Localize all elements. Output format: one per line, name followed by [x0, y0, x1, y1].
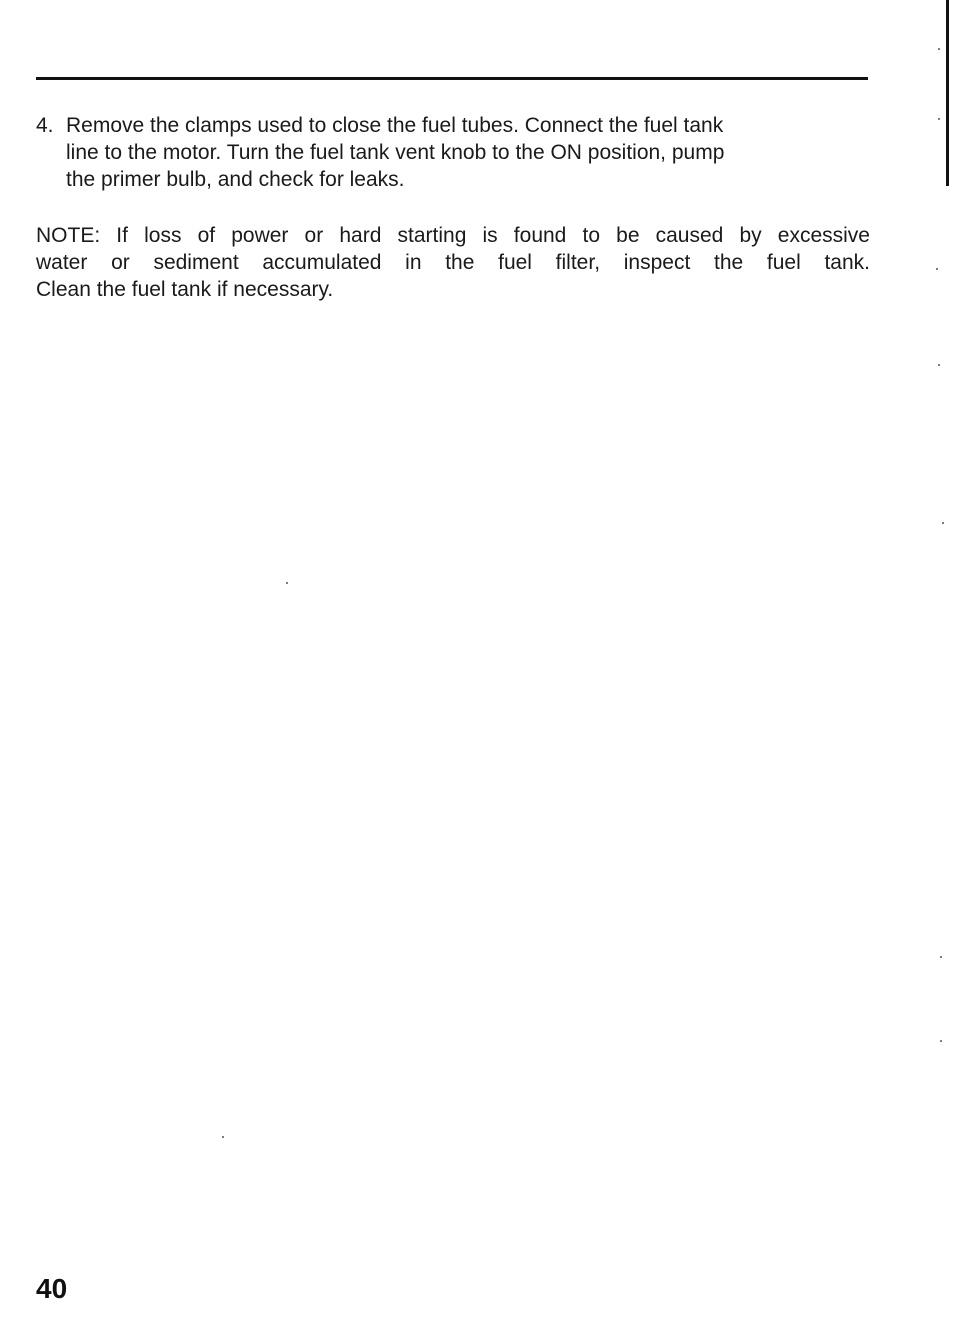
note-line-3: Clean the fuel tank if necessary.: [36, 278, 334, 301]
step-line-2: line to the motor. Turn the fuel tank vent knob to the ON position, pump: [66, 141, 725, 164]
scan-speck: [942, 522, 944, 524]
step-line-3: the primer bulb, and check for leaks.: [66, 168, 405, 191]
note-line-2: water or sediment accumulated in the fuel filter, inspect the fuel tank.: [36, 251, 870, 274]
scan-edge-bar: [946, 0, 949, 186]
page-number: 40: [36, 1273, 68, 1304]
scan-speck: [940, 956, 942, 958]
note-line-1: NOTE: If loss of power or hard starting is found to be caused by excessive: [36, 224, 870, 247]
scan-speck: [938, 364, 940, 366]
step-line-1: [36, 112, 870, 139]
scan-speck: [222, 1136, 224, 1138]
instruction-step-4: [36, 112, 870, 193]
note-paragraph: [36, 222, 870, 303]
scan-speck: [938, 118, 940, 120]
scan-speck: [286, 582, 288, 584]
step-line-1-text: Remove the clamps used to close the fuel tubes. Connect the fuel tank: [66, 114, 724, 137]
scan-speck: [936, 268, 938, 270]
header-rule: [36, 77, 868, 80]
scan-speck: [940, 1040, 942, 1042]
scan-speck: [938, 48, 940, 50]
step-number: 4.: [36, 114, 54, 137]
